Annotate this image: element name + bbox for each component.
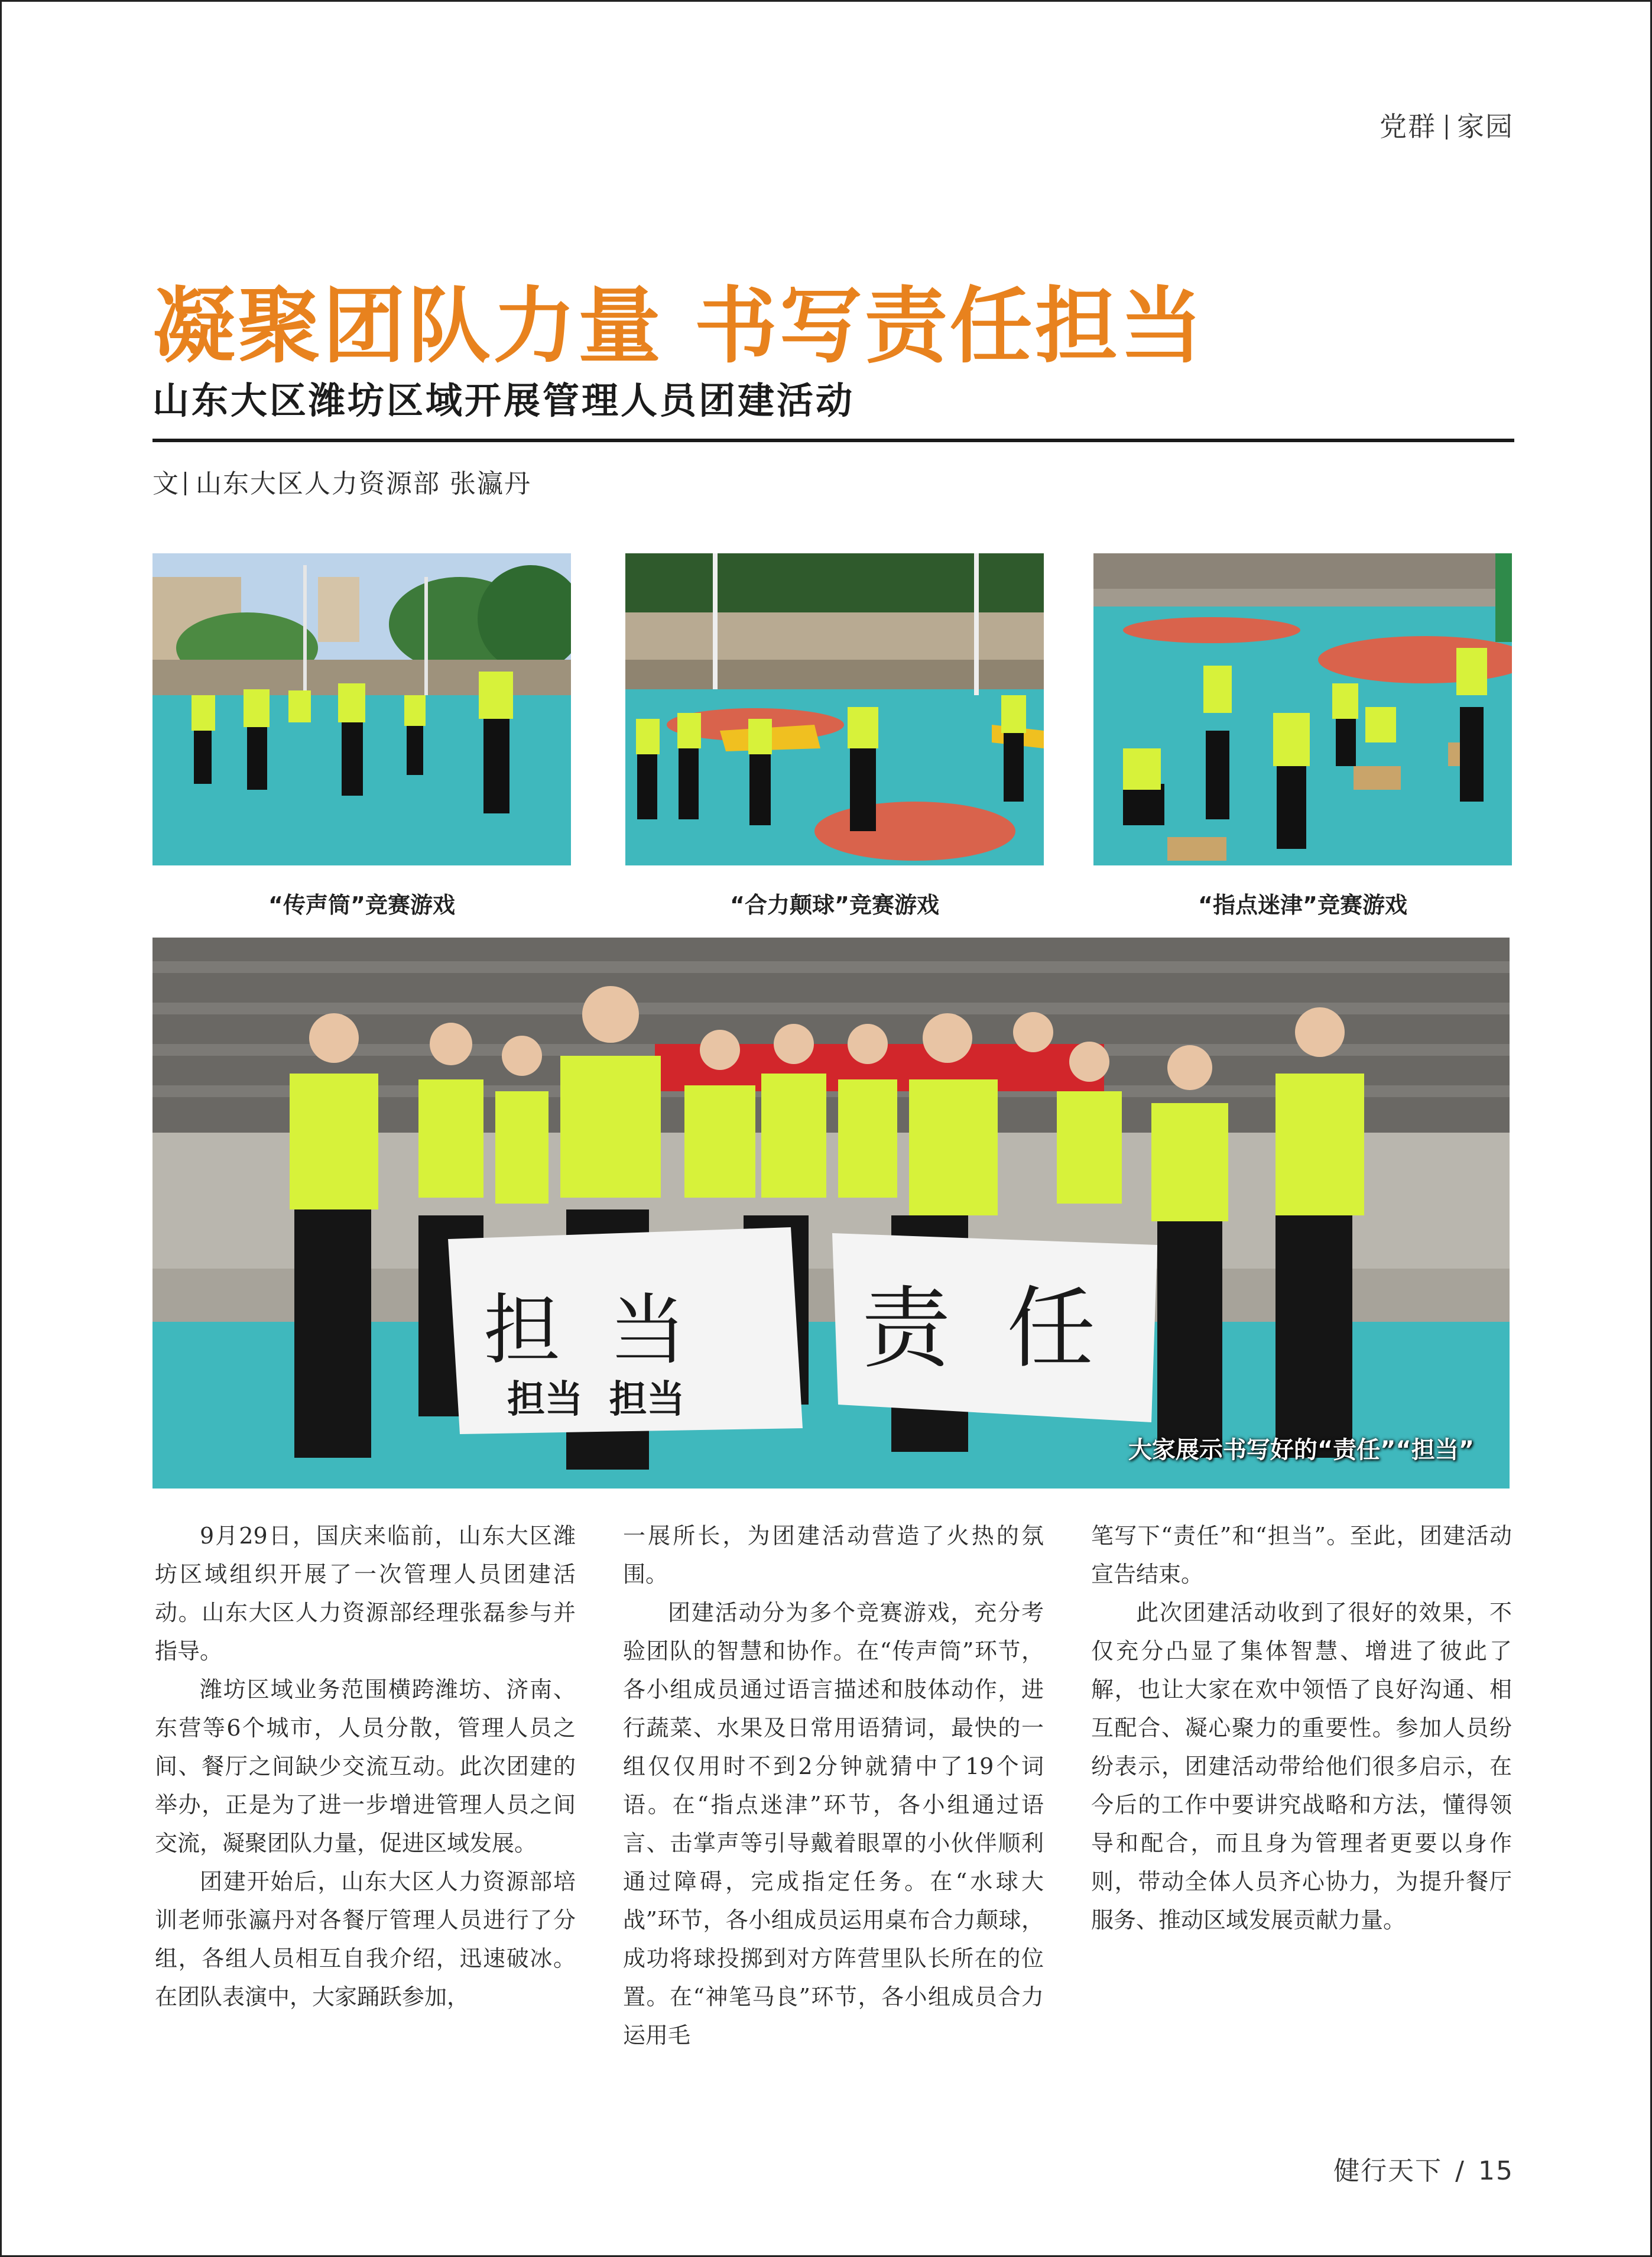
byline-author: 山东大区人力资源部 张瀛丹 <box>196 469 531 499</box>
paragraph-continued: 笔写下“责任”和“担当”。至此，团建活动宣告结束。 <box>1091 1523 1512 1587</box>
caption-photo-1: “传声筒”竞赛游戏 <box>268 892 455 918</box>
byline-separator <box>184 472 186 495</box>
photo-zhidianmijin <box>1093 553 1512 865</box>
page-number: 15 <box>1478 2156 1514 2186</box>
footer-slash: / <box>1455 2156 1465 2186</box>
photo-group <box>152 938 1510 1489</box>
section-label-left: 党群 <box>1380 111 1436 142</box>
paragraph: 团建开始后，山东大区人力资源部培训老师张瀛丹对各餐厅管理人员进行了分组，各组人员相互自我介绍，迅速破冰。在团队表演中，大家踊跃参加， <box>155 1869 576 2010</box>
banner-right-text: 责 任 <box>862 1277 1096 1380</box>
body-column-1 <box>155 1517 576 2016</box>
article-subtitle: 山东大区潍坊区域开展管理人员团建活动 <box>152 379 855 422</box>
banner-left-small-text: 担当 担当 <box>507 1377 685 1422</box>
body-column-3 <box>1091 1517 1512 1940</box>
byline <box>152 462 531 500</box>
article-title: 凝聚团队力量 书写责任担当 <box>152 278 1205 375</box>
body-column-2 <box>623 1517 1044 2055</box>
section-label-right: 家园 <box>1457 111 1514 142</box>
paragraph: 团建活动分为多个竞赛游戏，充分考验团队的智慧和协作。在“传声筒”环节，各小组成员通过语言描述和肢体动作，进行蔬菜、水果及日常用语猜词，最快的一组仅仅用时不到2分钟就猜中了19个词语。在“指点迷津”环节，各小组通过语言、击掌声等引导戴着眼罩的小伙伴顺利通过障碍，完成指定任务。在“水球大战”环节，各小组成员运用桌布合力颠球，成功将球投掷到对方阵营里队长所在的位置。在“神笔马良”环节，各小组成员合力运用毛 <box>623 1600 1044 2048</box>
page-footer <box>1333 2149 1514 2187</box>
photo-helidianqiu <box>625 553 1044 865</box>
magazine-name: 健行天下 <box>1333 2156 1443 2186</box>
paragraph-continued: 一展所长，为团建活动营造了火热的氛围。 <box>623 1523 1044 1587</box>
paragraph: 此次团建活动收到了很好的效果，不仅充分凸显了集体智慧、增进了彼此了解，也让大家在欢中领悟了良好沟通、相互配合、凝心聚力的重要性。参加人员纷纷表示，团建活动带给他们很多启示，在今后的工作中要讲究战略和方法，懂得领导和配合，而且身为管理者更要以身作则，带动全体人员齐心协力，为提升餐厅服务、推动区域发展贡献力量。 <box>1091 1600 1512 1933</box>
photo-chuanshengtong <box>152 553 571 865</box>
section-label <box>1380 105 1514 144</box>
banner-left-text: 担 当 <box>483 1285 686 1375</box>
title-rule <box>152 439 1514 442</box>
paragraph: 潍坊区域业务范围横跨潍坊、济南、东营等6个城市，人员分散，管理人员之间、餐厅之间缺少交流互动。此次团建的举办，正是为了进一步增进管理人员之间交流，凝聚团队力量，促进区域发展。 <box>155 1676 576 1856</box>
paragraph: 9月29日，国庆来临前，山东大区潍坊区域组织开展了一次管理人员团建活动。山东大区人力资源部经理张磊参与并指导。 <box>155 1523 576 1664</box>
caption-photo-3: “指点迷津”竞赛游戏 <box>1198 892 1407 918</box>
section-separator <box>1446 115 1447 140</box>
caption-group-photo: 大家展示书写好的“责任”“担当” <box>1128 1436 1474 1464</box>
byline-prefix: 文 <box>152 469 180 499</box>
caption-photo-2: “合力颠球”竞赛游戏 <box>730 892 939 918</box>
